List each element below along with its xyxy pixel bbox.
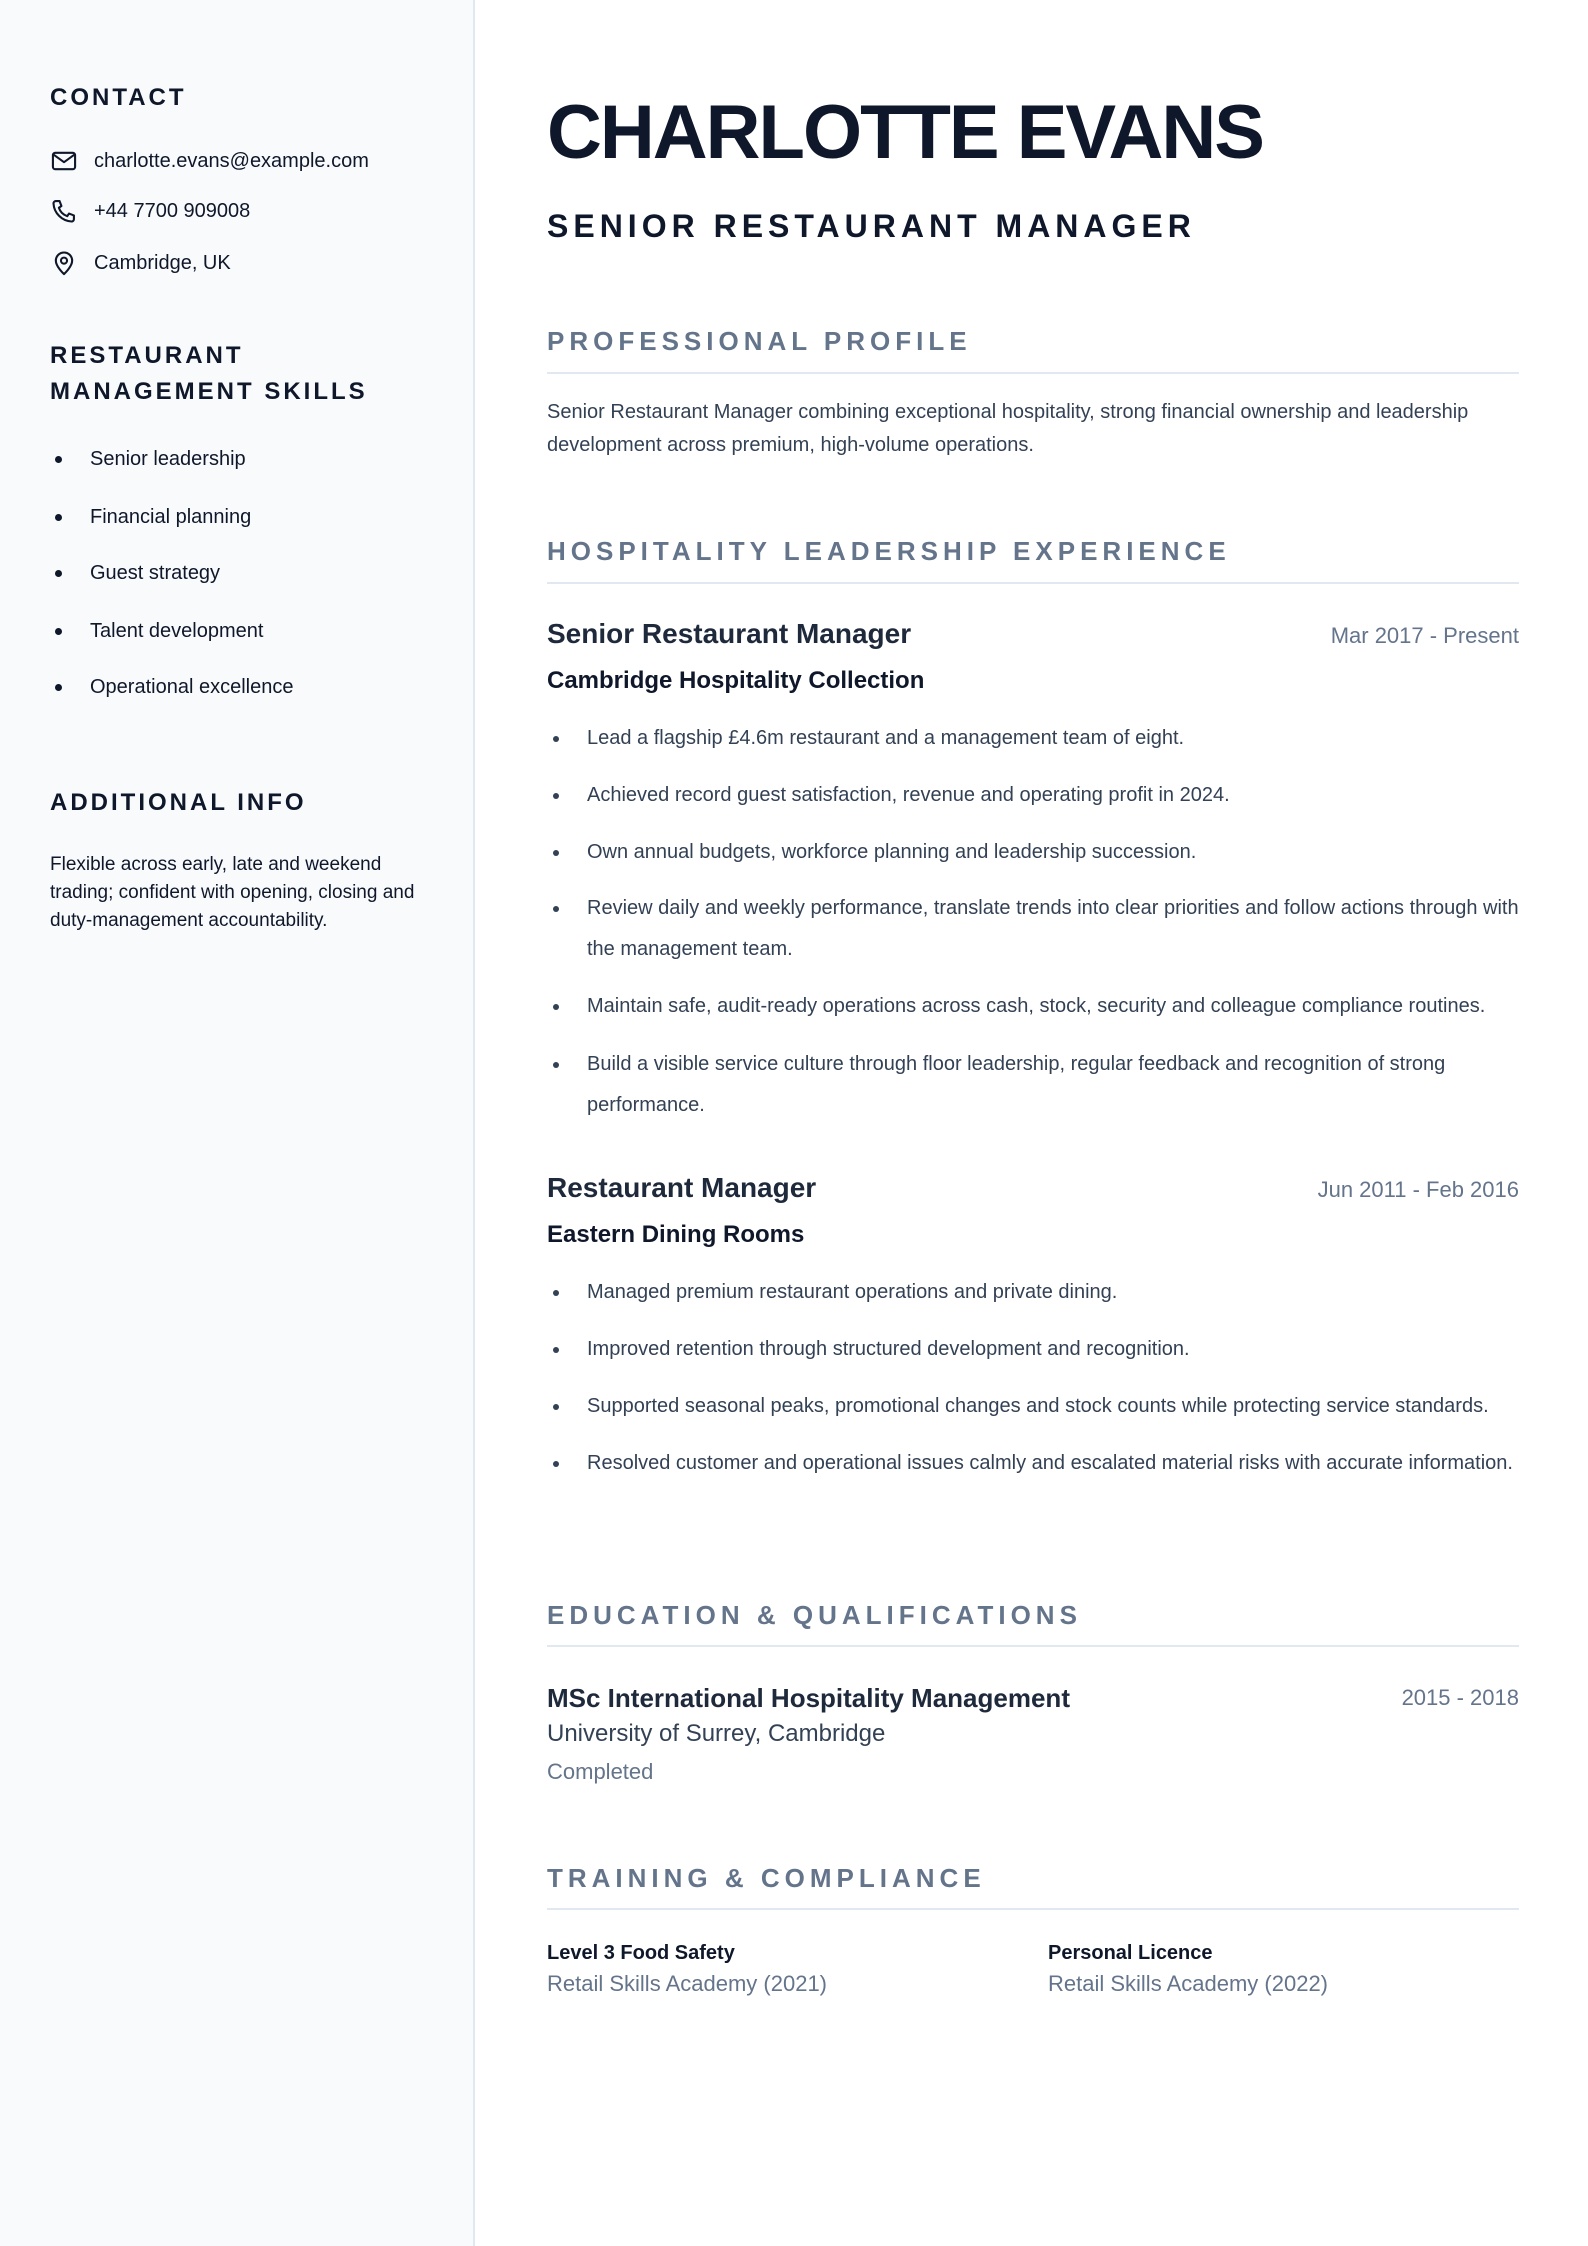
job-company: Cambridge Hospitality Collection (547, 667, 925, 694)
bullet-text: Maintain safe, audit-ready operations across cash, stock, security and colleague compliance routines. (587, 995, 1486, 1017)
bullet-text: Managed premium restaurant operations and private dining. (587, 1281, 1118, 1303)
training-item (1048, 1940, 1508, 2002)
education-section-title: EDUCATION & QUALIFICATIONS (547, 1600, 1082, 1630)
section-divider (547, 372, 1519, 374)
education-dates: 2015 - 2018 (1401, 1685, 1519, 1710)
bullet-text: Resolved customer and operational issues calmly and escalated material risks with accurate information. (587, 1452, 1513, 1474)
contact-location (50, 248, 231, 278)
profile-section-title: PROFESSIONAL PROFILE (547, 326, 972, 356)
phone-text: +44 7700 909008 (94, 199, 251, 222)
job-title: Senior Restaurant Manager (547, 618, 912, 649)
bullet-text: Supported seasonal peaks, promotional changes and stock counts while protecting service standards. (587, 1395, 1489, 1417)
bullet-dot (547, 718, 587, 759)
experience-section-title: HOSPITALITY LEADERSHIP EXPERIENCE (547, 536, 1231, 566)
contact-email[interactable] (50, 146, 369, 176)
education-school: University of Surrey, Cambridge (547, 1720, 886, 1747)
training-name: Level 3 Food Safety (547, 1942, 735, 1964)
skill-label: Operational excellence (90, 675, 294, 698)
bullet-text: Lead a flagship £4.6m restaurant and a management team of eight. (587, 727, 1185, 749)
bullet-dot (547, 832, 587, 873)
job-bullet (547, 986, 1519, 1027)
job-bullet (547, 1272, 1519, 1313)
additional-info-text: Flexible across early, late and weekend trading; confident with opening, closing and duty-management accountability. (50, 854, 415, 931)
bullet-dot (55, 684, 62, 691)
bullet-dot (55, 514, 62, 521)
contact-heading: CONTACT (50, 84, 187, 111)
section-divider (547, 582, 1519, 584)
bullet-dot (547, 888, 587, 970)
training-section-title: TRAINING & COMPLIANCE (547, 1863, 986, 1893)
training-name: Personal Licence (1048, 1942, 1213, 1964)
email-text: charlotte.evans@example.com (94, 149, 369, 172)
additional-info-heading: ADDITIONAL INFO (50, 789, 307, 816)
bullet-text: Own annual budgets, workforce planning and leadership succession. (587, 841, 1197, 863)
section-divider (547, 1645, 1519, 1647)
job-bullet (547, 1329, 1519, 1370)
mail-icon (50, 147, 78, 175)
skills-heading-line1: RESTAURANT (50, 342, 244, 369)
skills-heading (50, 338, 430, 410)
location-text: Cambridge, UK (94, 251, 231, 274)
bullet-text: Review daily and weekly performance, translate trends into clear priorities and follow actions through with the management team. (587, 897, 1519, 960)
skill-label: Talent development (90, 619, 264, 642)
sidebar (0, 0, 475, 2246)
bullet-dot (55, 570, 62, 577)
training-provider: Retail Skills Academy (2022) (1048, 1971, 1329, 1996)
job-bullet (547, 1044, 1519, 1126)
bullet-dot (547, 1044, 587, 1126)
job-bullet (547, 832, 1519, 873)
bullet-dot (547, 986, 587, 1027)
training-item (547, 1940, 1007, 2002)
section-divider (547, 1908, 1519, 1910)
bullet-dot (547, 1272, 587, 1313)
bullet-text: Improved retention through structured development and recognition. (587, 1338, 1190, 1360)
skill-item (50, 558, 220, 588)
job-bullet (547, 718, 1519, 759)
skill-item (50, 444, 246, 474)
skill-label: Senior leadership (90, 447, 246, 470)
bullet-dot (547, 1443, 587, 1484)
skills-heading-line2: MANAGEMENT SKILLS (50, 378, 368, 405)
bullet-text: Build a visible service culture through floor leadership, regular feedback and recognition of strong performance. (587, 1053, 1446, 1116)
skill-item (50, 616, 263, 646)
job-dates: Jun 2011 - Feb 2016 (1317, 1177, 1519, 1202)
job-company: Eastern Dining Rooms (547, 1221, 805, 1248)
bullet-dot (55, 628, 62, 635)
skill-item (50, 502, 251, 532)
skill-item (50, 672, 293, 702)
education-status: Completed (547, 1759, 654, 1784)
job-bullet (547, 1386, 1519, 1427)
job-bullet (547, 775, 1519, 816)
candidate-name: CHARLOTTE EVANS (547, 90, 1263, 175)
job-title: Restaurant Manager (547, 1172, 817, 1203)
skill-label: Financial planning (90, 505, 252, 528)
bullet-dot (547, 1329, 587, 1370)
bullet-text: Achieved record guest satisfaction, revenue and operating profit in 2024. (587, 784, 1230, 806)
bullet-dot (55, 456, 62, 463)
job-bullet (547, 1443, 1519, 1484)
candidate-role: SENIOR RESTAURANT MANAGER (547, 208, 1196, 244)
skill-label: Guest strategy (90, 561, 221, 584)
training-provider: Retail Skills Academy (2021) (547, 1971, 828, 1996)
bullet-dot (547, 1386, 587, 1427)
bullet-dot (547, 775, 587, 816)
job-bullet (547, 888, 1519, 970)
contact-phone[interactable] (50, 196, 250, 226)
profile-text: Senior Restaurant Manager combining exceptional hospitality, strong financial ownership and leadership development across premium, high-volume operations. (547, 401, 1469, 456)
location-pin-icon (50, 249, 78, 277)
job-dates: Mar 2017 - Present (1330, 623, 1519, 648)
education-degree: MSc International Hospitality Management (547, 1683, 1070, 1713)
phone-icon (50, 197, 78, 225)
